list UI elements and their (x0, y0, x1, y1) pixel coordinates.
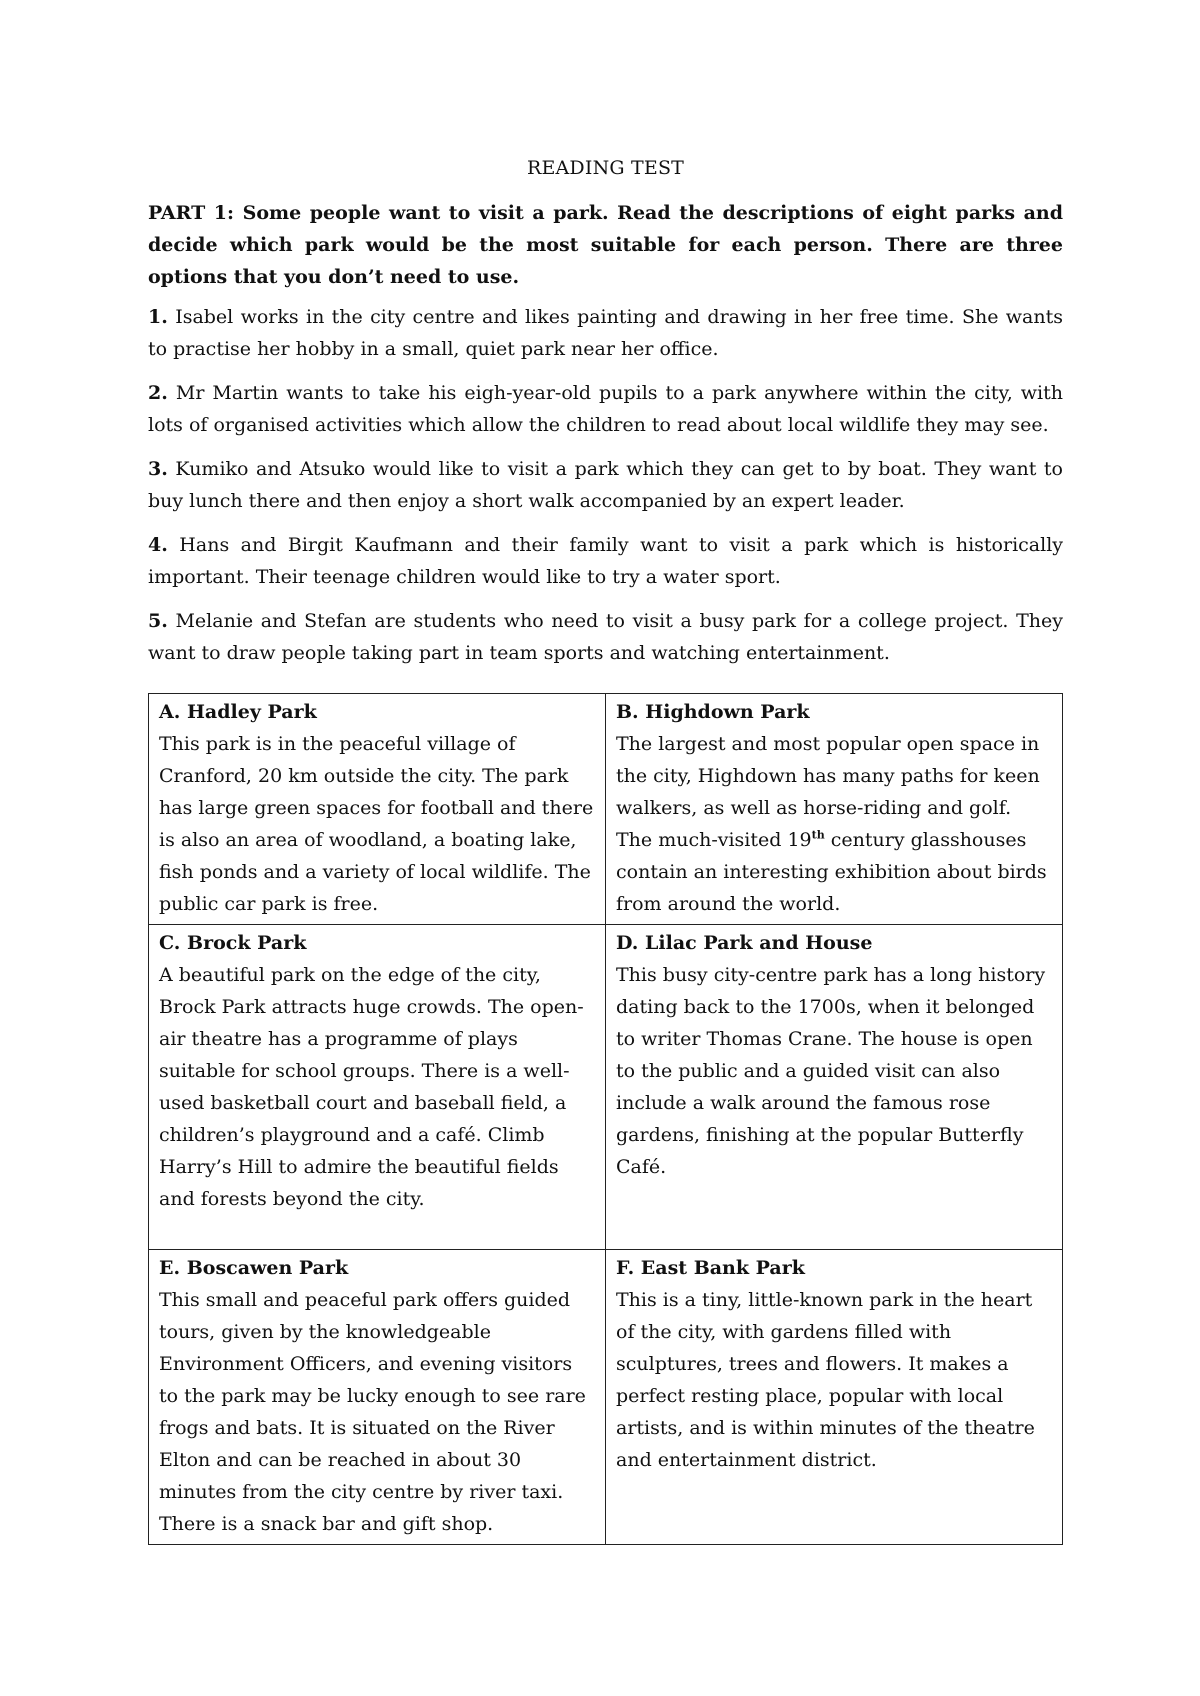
question-number: 4. (148, 534, 168, 556)
park-name: A. Hadley Park (159, 701, 317, 723)
park-description: A beautiful park on the edge of the city, Brock Park attracts huge crowds. The open-air theatre has a programme of plays suitable for school groups. There is a well-used basketball court and baseball field, a children’s playground and a café. Climb Harry’s Hill to admire the beautiful fields and forests beyond the city. (159, 964, 584, 1210)
part-1-instructions: PART 1: Some people want to visit a park. Read the descriptions of eight parks and decide which park would be the most suitable for each person. There are three options that you don’t need to use. (148, 202, 1063, 288)
question-number: 2. (148, 382, 168, 404)
park-cell-f (606, 1250, 1063, 1545)
park-description-part: century glasshouses contain an interesting exhibition about birds from around the world. (616, 829, 1047, 915)
park-name: D. Lilac Park and House (616, 932, 873, 954)
park-description-part: The largest and most popular open space in the city, Highdown has many paths for keen walkers, as well as horse-riding and golf. The much-visited 19 (616, 733, 1040, 851)
question-4 (148, 529, 1063, 593)
question-1 (148, 301, 1063, 365)
park-description: This park is in the peaceful village of Cranford, 20 km outside the city. The park has large green spaces for football and there is also an area of woodland, a boating lake, fish ponds and a variety of local wildlife. The public car park is free. (159, 733, 594, 915)
question-text: Kumiko and Atsuko would like to visit a park which they can get to by boat. They want to buy lunch there and then enjoy a short walk accompanied by an expert leader. (148, 458, 1063, 512)
question-number: 5. (148, 610, 168, 632)
question-5 (148, 605, 1063, 669)
question-text: Isabel works in the city centre and likes painting and drawing in her free time. She wants to practise her hobby in a small, quiet park near her office. (148, 306, 1063, 360)
superscript: th (811, 828, 825, 842)
park-name: B. Highdown Park (616, 701, 810, 723)
table-row (149, 694, 1063, 925)
park-description: This is a tiny, little-known park in the heart of the city, with gardens filled with sculptures, trees and flowers. It makes a perfect resting place, popular with local artists, and is within minutes of the theatre and entertainment district. (616, 1289, 1035, 1471)
question-3 (148, 453, 1063, 517)
question-text: Melanie and Stefan are students who need to visit a busy park for a college project. They want to draw people taking part in team sports and watching entertainment. (148, 610, 1063, 664)
question-2 (148, 377, 1063, 441)
park-name: C. Brock Park (159, 932, 307, 954)
document-page (148, 155, 1063, 1545)
park-cell-a (149, 694, 606, 925)
question-text: Hans and Birgit Kaufmann and their family want to visit a park which is historically important. Their teenage children would like to try a water sport. (148, 534, 1063, 588)
park-cell-c (149, 925, 606, 1250)
park-cell-b (606, 694, 1063, 925)
question-number: 3. (148, 458, 168, 480)
park-name: F. East Bank Park (616, 1257, 805, 1279)
table-row (149, 925, 1063, 1250)
park-name: E. Boscawen Park (159, 1257, 349, 1279)
page-title: READING TEST (526, 157, 685, 179)
park-description: This busy city-centre park has a long history dating back to the 1700s, when it belonged to writer Thomas Crane. The house is open to the public and a guided visit can also include a walk around the famous rose gardens, finishing at the popular Butterfly Café. (616, 964, 1046, 1178)
question-text: Mr Martin wants to take his eigh-year-old pupils to a park anywhere within the city, with lots of organised activities which allow the children to read about local wildlife they may see. (148, 382, 1063, 436)
park-description: This small and peaceful park offers guided tours, given by the knowledgeable Environment Officers, and evening visitors to the park may be lucky enough to see rare frogs and bats. It is situated on the River Elton and can be reached in about 30 minutes from the city centre by river taxi. There is a snack bar and gift shop. (159, 1289, 586, 1535)
parks-table (148, 693, 1063, 1545)
park-cell-d (606, 925, 1063, 1250)
table-row (149, 1250, 1063, 1545)
question-number: 1. (148, 306, 168, 328)
park-description (616, 728, 1052, 920)
park-cell-e (149, 1250, 606, 1545)
